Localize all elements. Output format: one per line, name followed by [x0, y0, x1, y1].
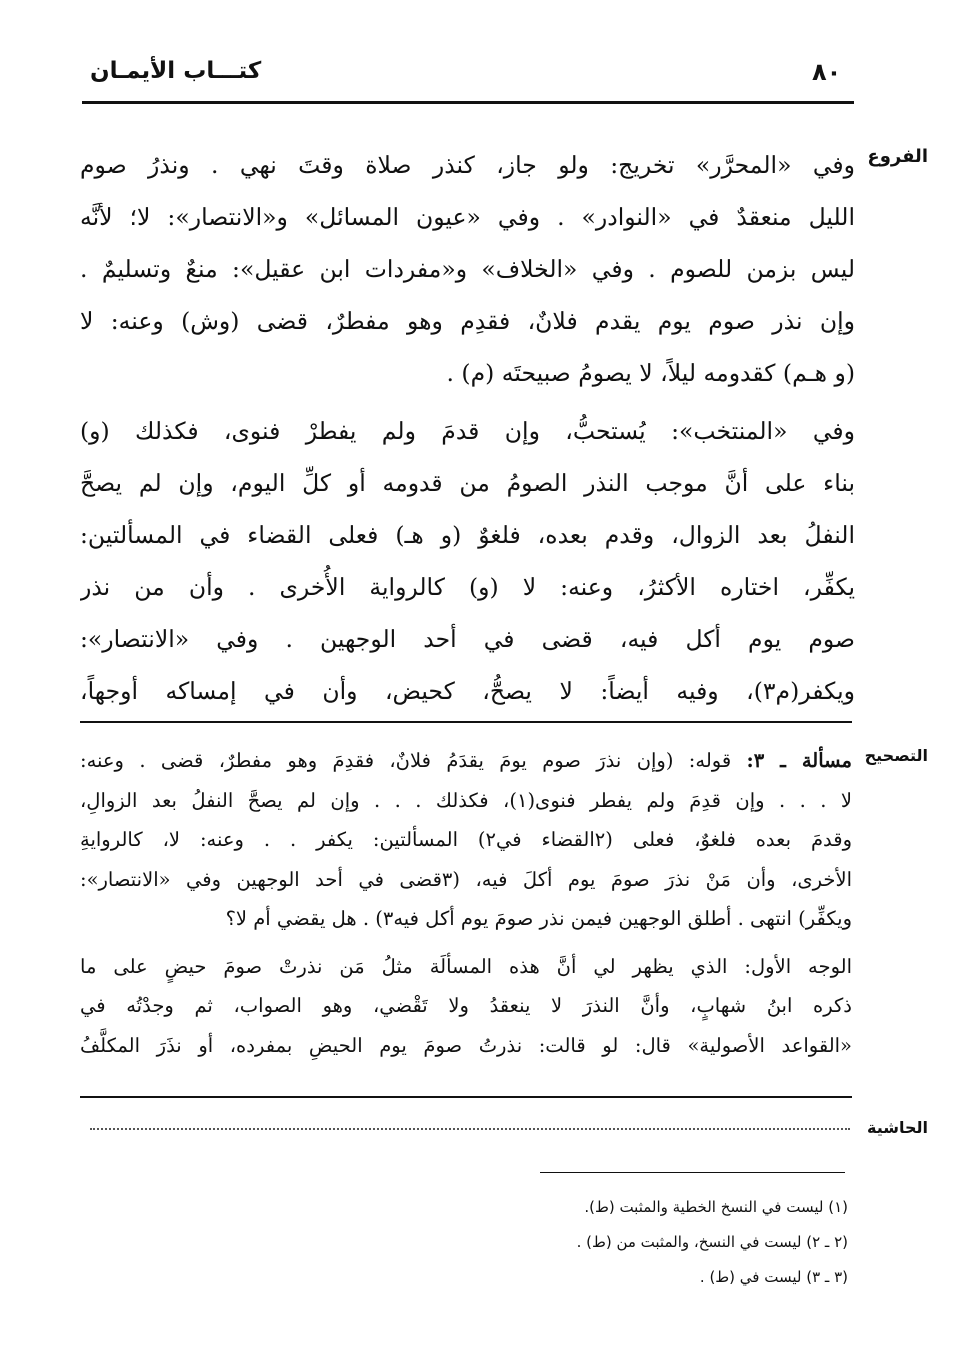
footnote: (٢ ـ ٢) ليست في النسخ، والمثبت من (ط) . — [576, 1233, 848, 1251]
margin-label-tashih: التصحيح — [864, 746, 928, 765]
hashiya-dotted-line — [90, 1128, 850, 1130]
tashih-line: «القواعد الأصولية» قال: لو قالت: نذرتُ صومَ يوم الحيضِ بمفرده، أو نذَرَ المكلَّفُ — [80, 1033, 852, 1057]
tashih-section — [80, 741, 852, 1065]
header-rule — [82, 101, 854, 104]
page-number: ٨٠ — [812, 58, 842, 86]
main-line: وفي «المحرَّر» تخريج: ولو جاز، كنذر صلاة وقتَ نهي . ونذرُ صوم — [80, 151, 855, 179]
tashih-line: ذكره ابنُ شهابٍ، وأنَّ النذرَ لا ينعقدُ ولا تَقْضي، وهو الصواب، ثم وجدْتُه في — [80, 994, 852, 1017]
margin-label-furu: الفروع — [867, 146, 928, 167]
main-line: وفي «المنتخب»: يُستحبُّ، وإن قدمَ ولم يفطرْ فنوى، فكذلك (و) — [80, 417, 855, 445]
section-rule — [80, 1096, 852, 1098]
tashih-line: لا . . . وإن قدِمَ ولم يفطر فنوى(١)، فكذلك . . . وإن لم يصحَّ النفلُ بعد الزوالِ، — [80, 788, 852, 812]
masala-heading: مسألة ـ ٣: — [746, 749, 852, 772]
main-line: بناء على أنَّ موجب النذر الصومُ من قدومه أو كلِّ اليوم، وإن لم يصحَّ — [80, 469, 855, 497]
footnotes — [300, 1190, 848, 1295]
main-line: صوم يوم أكل فيه، قضى في أحد الوجهين . وفي «الانتصار»: — [80, 625, 855, 653]
main-line: ليس بزمن للصوم . وفي «الخلاف» و«مفردات ابن عقيل»: منعٌ وتسليمٌ . — [80, 255, 855, 283]
main-line: يكفِّر، اختاره الأكثرُ، وعنه: لا (و) كالرواية الأُخرى . وأن من نذر — [80, 573, 855, 601]
main-text — [80, 139, 855, 717]
tashih-line: الأخرى، وأن مَنْ نذرَ صومَ يوم أكلَ فيه، (٣قضى في أحد الوجهين وفي «الانتصار»: — [80, 867, 852, 891]
main-line: وإن نذر صوم يوم يقدم فلانٌ، فقدِم وهو مفطرٌ، قضى (وش) وعنه: لا — [80, 307, 855, 335]
margin-label-hashiya: الحاشية — [867, 1118, 928, 1137]
main-line: الليل منعقدٌ في «النوادر» . وفي «عيون المسائل» و«الانتصار»: لا؛ لأنَّه — [80, 203, 855, 231]
running-header-title: كتـــاب الأيمـان — [90, 58, 262, 84]
footnote-rule — [540, 1172, 845, 1173]
main-line: (و هـم) كقدومه ليلاً، لا يصومُ صبيحتَه (م) . — [446, 359, 855, 387]
footnote: (١) ليست في النسخ الخطية والمثبت (ط). — [584, 1198, 848, 1216]
tashih-line: ويكفِّر) انتهى . أطلق الوجهين فيمن نذر صومَ يوم أكل فيه٣) . هل يقضي أم لا؟ — [225, 907, 852, 930]
tashih-line: الوجه الأول: الذي يظهر لي أنَّ هذه المسألَة مثلُ مَن نذرتْ صومَ حيضٍ على ما — [80, 954, 852, 978]
main-line: ويكفر(م٣)، وفيه أيضاً: لا يصحُّ، كحيض، وأن في إمساكه أوجهاً، — [80, 677, 855, 705]
tashih-line: مسألة ـ ٣: قوله: (وإن نذرَ صوم يومَ يقدَمُ فلانٌ، فقدِمَ وهو مفطرٌ، قضى . وعنه: — [80, 749, 852, 772]
tashih-line: وقدمَ بعده فلغوٌ، فعلى (٢القضاء في٢) المسألتين: يكفر . . وعنه: لا، كالروايةِ — [80, 828, 852, 851]
section-rule — [80, 721, 852, 723]
main-line: النفلُ بعد الزوال، وقدم بعده، فلغوٌ (و هـ) فعلى القضاء في المسألتين: — [80, 521, 855, 549]
footnote: (٣ ـ ٣) ليست في (ط) . — [699, 1268, 848, 1286]
